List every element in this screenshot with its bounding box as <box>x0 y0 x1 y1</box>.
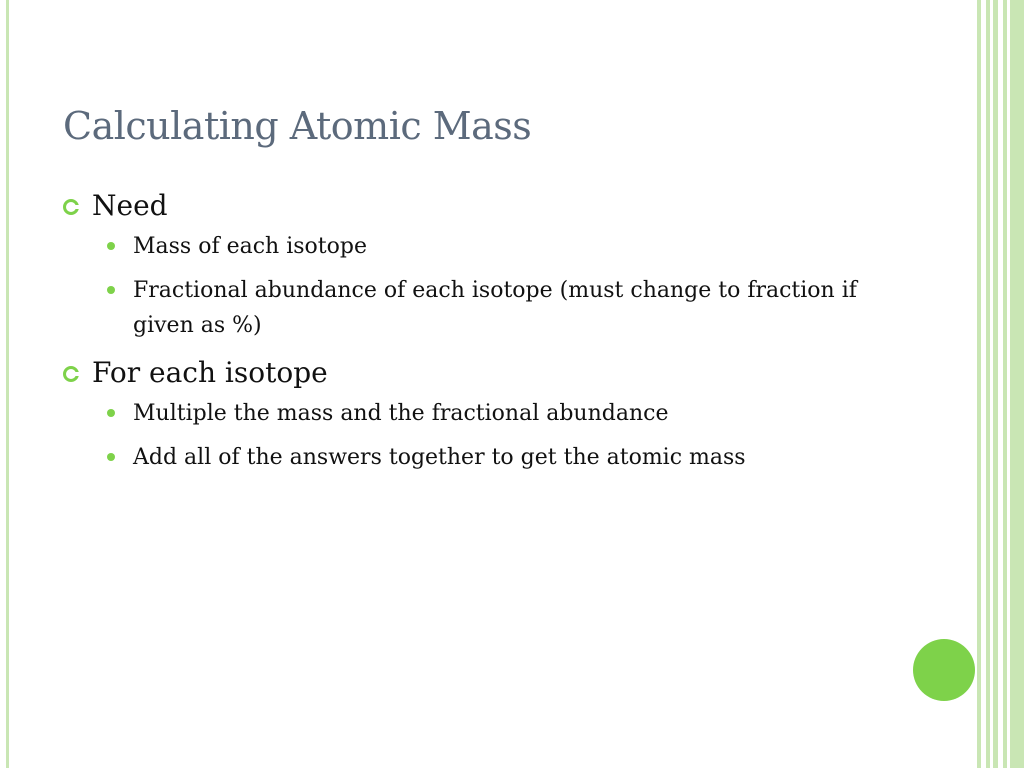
sub-bullet-text: Multiple the mass and the fractional abundance <box>133 401 669 426</box>
ring-bullet-icon <box>63 366 79 382</box>
sub-bullet-text: Add all of the answers together to get the atomic mass <box>133 445 746 470</box>
dot-bullet-icon <box>107 409 115 417</box>
dot-bullet-icon <box>107 286 115 294</box>
right-stripe <box>1010 0 1024 768</box>
sub-bullet-item <box>62 396 893 431</box>
ring-bullet-icon <box>63 199 79 215</box>
right-stripe <box>986 0 990 768</box>
dot-bullet-icon <box>107 242 115 250</box>
right-stripe <box>993 0 998 768</box>
green-circle-decoration <box>913 639 975 701</box>
slide-title: Calculating Atomic Mass <box>63 104 532 148</box>
sub-bullet-text: Mass of each isotope <box>133 234 367 259</box>
bullet-item <box>62 352 902 394</box>
dot-bullet-icon <box>107 453 115 461</box>
left-border-decoration <box>6 0 9 768</box>
right-stripe <box>1003 0 1007 768</box>
sub-bullet-text: Fractional abundance of each isotope (must change to fraction if given as %) <box>133 278 857 338</box>
slide-content <box>62 185 902 484</box>
right-stripe <box>977 0 981 768</box>
sub-bullet-item <box>62 273 893 343</box>
bullet-text: Need <box>92 189 168 222</box>
bullet-item <box>62 185 902 227</box>
bullet-text: For each isotope <box>92 356 328 389</box>
sub-bullet-item <box>62 229 863 264</box>
sub-bullet-item <box>62 440 823 475</box>
